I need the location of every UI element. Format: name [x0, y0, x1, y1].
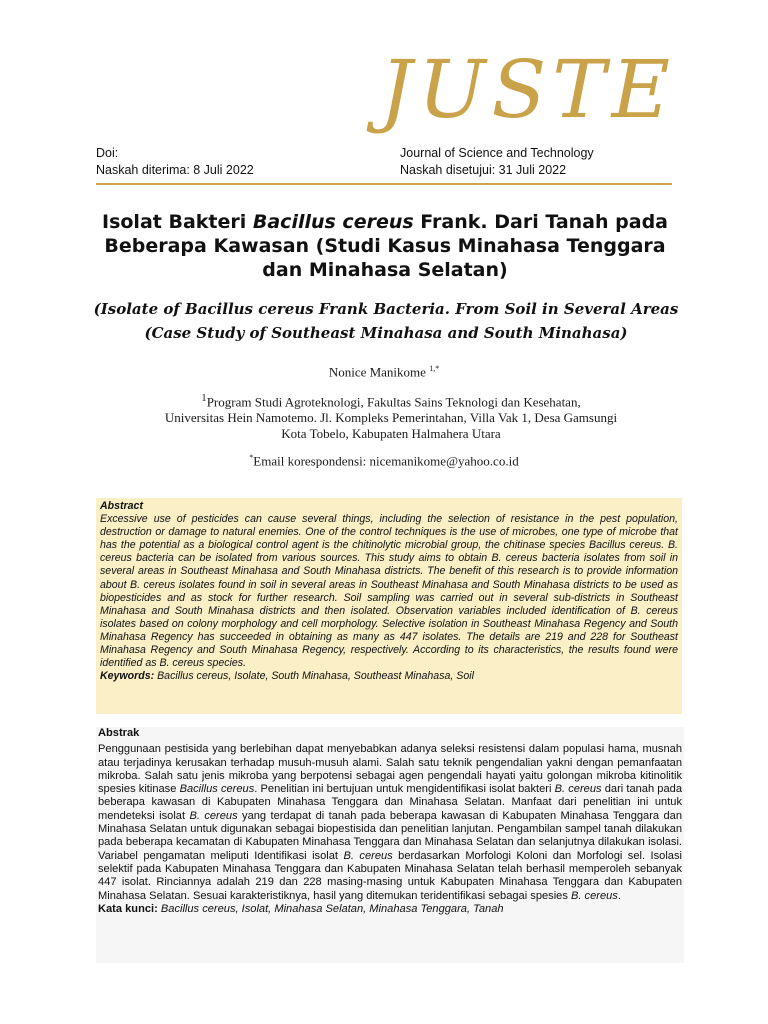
title-part-2: Frank. Dari Tanah pada Beberapa Kawasan (Studi Kasus Minahasa Tenggara dan Minahasa Selatan) — [104, 211, 668, 281]
abstrak-species-3: B. cereus — [189, 809, 238, 822]
correspondence-email: Email korespondensi: nicemanikome@yahoo.co.id — [253, 453, 519, 469]
journal-logo: JUSTE — [380, 43, 677, 136]
author-name: Nonice Manikome — [328, 364, 426, 380]
kata-kunci-label: Kata kunci: — [98, 902, 158, 915]
author — [0, 364, 768, 380]
journal-name: Journal of Science and Technology — [400, 146, 594, 160]
affiliation-line-1: Program Studi Agroteknologi, Fakultas Sains Teknologi dan Kesehatan, — [206, 394, 581, 410]
keywords-label: Keywords: — [100, 670, 155, 683]
abstract-body: Excessive use of pesticides can cause several things, including the selection of resistance in the pest population, destruction or damage to natural enemies. One of the control techniques is the use of microbes, one type of microbe that has the potential as a biological control agent is the chitinolytic microbial group, the chitinase species Bacillus cereus. B. cereus bacteria can be isolated from various sources. This study aims to obtain B. cereus bacteria isolates from soil in several areas in Southeast Minahasa and South Minahasa districts. The benefit of this research is to provide information about B. cereus isolates found in soil in several areas in Southeast Minahasa and South Minahasa districts to be used as biopesticides and as stock for further research. Soil sampling was carried out in several sub-districts in Southeast Minahasa and South Minahasa districts and then isolated. Observation variables included identification of B. cereus isolates based on colony morphology and cell morphology. Selective isolation in Southeast Minahasa Regency and South Minahasa Regency has succeeded in obtaining as many as 447 isolates. The details are 219 and 228 for Southeast Minahasa Regency and South Minahasa Regency, respectively. According to its characteristics, the results found were identified as B. cereus species. — [100, 513, 678, 670]
affiliation-sup: 1 — [201, 392, 207, 404]
subtitle-line-1: (Isolate of Bacillus cereus Frank Bacteria. From Soil in Several Areas — [93, 300, 679, 318]
paper-subtitle — [80, 297, 692, 345]
header-divider — [96, 183, 672, 185]
abstrak-body — [98, 743, 682, 903]
abstrak-text-6: . — [617, 889, 621, 902]
abstrak-species-5: B. cereus — [570, 889, 618, 902]
abstrak-text-5: berdasarkan Morfologi Koloni dan Morfologi sel. Isolasi selektif pada Kabupaten Minahasa Tenggara dan Kabupaten Minahasa Selatan telah berhasil memperoleh sebanyak 447 isolat. Rinciannya adalah 219 dan 228 masing-masing untuk Kabupaten Minahasa Tenggara dan Kabupaten Minahasa Selatan. Sesuai karakteristiknya, hasil yang ditemukan teridentifikasi sebagai spesies — [98, 849, 682, 902]
keywords-line — [100, 670, 678, 683]
doi-label: Doi: — [96, 146, 119, 160]
kata-kunci-line — [98, 903, 682, 916]
affiliation-line-3: Kota Tobelo, Kabupaten Halmahera Utara — [281, 426, 501, 442]
title-species: Bacillus cereus — [252, 211, 414, 233]
abstrak-species-1: Bacillus cereus — [179, 783, 255, 796]
abstrak-heading: Abstrak — [98, 727, 140, 739]
meta-right — [400, 145, 594, 179]
abstrak-indonesian — [96, 727, 684, 963]
kata-kunci-text: Bacillus cereus, Isolat, Minahasa Selatan, Minahasa Tenggara, Tanah — [157, 902, 504, 915]
abstrak-text-3: dari tanah pada beberapa kawasan di Kabupaten Minahasa Tenggara dan Minahasa Selatan. Manfaat dari penelitian ini untuk mendeteksi isolat — [98, 783, 682, 822]
title-part-1: Isolat Bakteri — [102, 211, 253, 233]
subtitle-line-2: (Case Study of Southeast Minahasa and South Minahasa) — [144, 324, 628, 342]
abstrak-species-2: B. cereus — [554, 783, 602, 796]
abstrak-text-1: Penggunaan pestisida yang berlebihan dapat menyebabkan adanya seleksi resistensi dalam populasi hama, musnah atau terjadinya kerusakan terhadap musuh-musuh alami. Salah satu teknik pengendalian yakni dengan pemanfaatan mikroba. Salah satu jenis mikroba yang berpotensi sebagai agen pengendali hayati yaitu golongan mikroba kitinolitik spesies kitinase — [98, 743, 682, 796]
abstrak-species-4: B. cereus — [343, 849, 393, 862]
affiliation-line-2: Universitas Hein Namotemo. Jl. Kompleks Pemerintahan, Villa Vak 1, Desa Gamsungi — [164, 410, 618, 426]
paper-title — [90, 210, 680, 282]
received-date: Naskah diterima: 8 Juli 2022 — [96, 163, 254, 177]
correspondence — [0, 453, 768, 469]
abstract-english — [96, 498, 682, 714]
author-sup: 1,* — [429, 364, 440, 373]
affiliation — [96, 390, 686, 442]
correspondence-sup: * — [249, 453, 254, 462]
keywords-text: Bacillus cereus, Isolate, South Minahasa, Southeast Minahasa, Soil — [154, 670, 474, 683]
abstrak-text-2: . Penelitian ini bertujuan untuk mengidentifikasi isolat bakteri — [254, 783, 555, 796]
abstract-heading: Abstract — [100, 500, 143, 512]
meta-left — [96, 145, 254, 179]
abstrak-text-4: yang terdapat di tanah pada beberapa kawasan di Kabupaten Minahasa Tenggara dan Minahasa Selatan untuk digunakan sebagai biopestisida dan penelitian lanjutan. Pengambilan sampel tanah dilakukan pada beberapa kecamatan di Kabupaten Minahasa Tenggara dan Minahasa Selatan dan selanjutnya dilakukan isolasi. Variabel pengamatan meliputi Identifikasi isolat — [98, 809, 682, 862]
accepted-date: Naskah disetujui: 31 Juli 2022 — [400, 163, 567, 177]
